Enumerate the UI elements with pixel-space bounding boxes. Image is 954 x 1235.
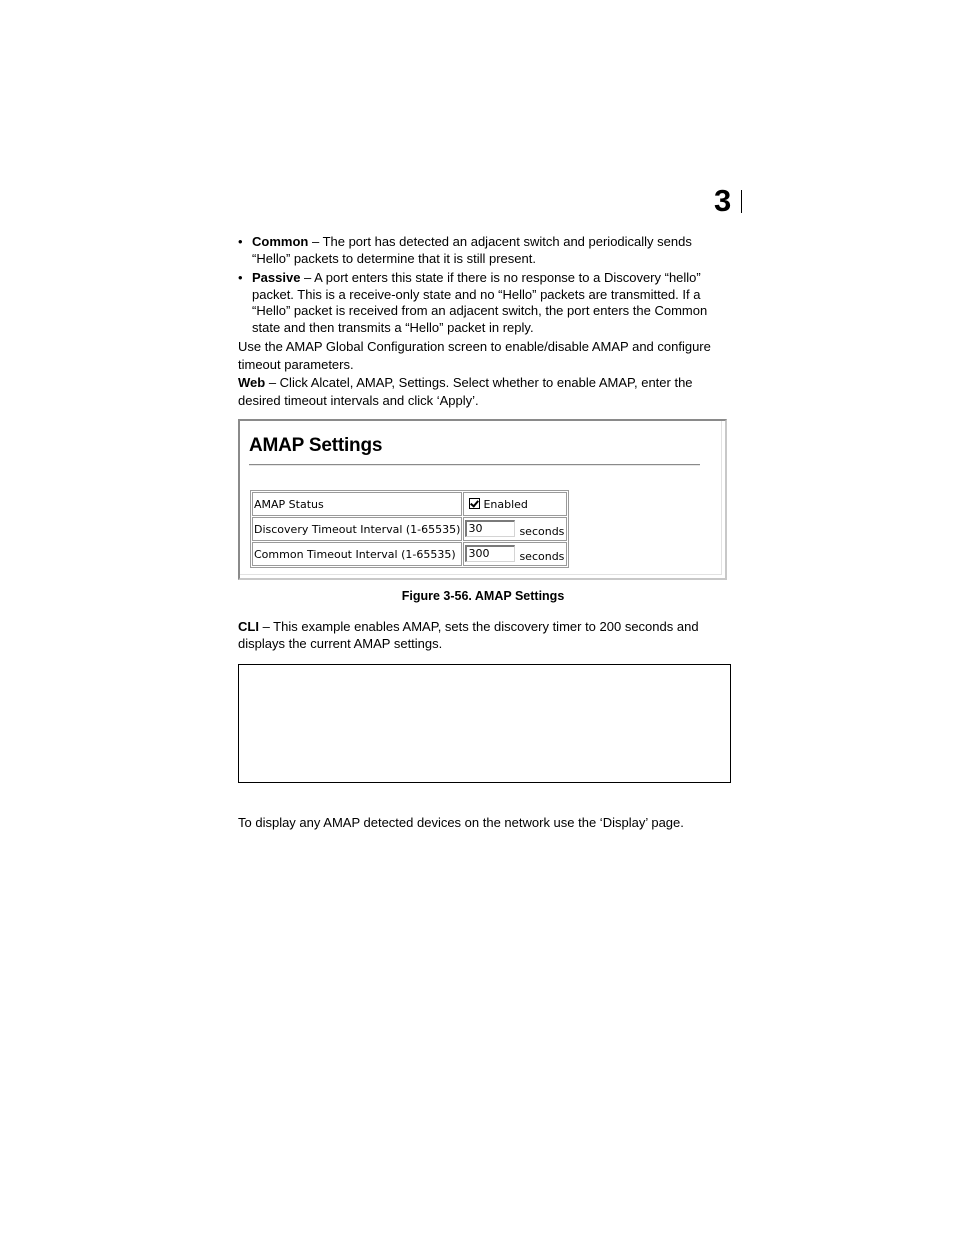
chapter-divider [741,190,742,213]
checkbox-label: Enabled [483,497,528,511]
title-divider [249,464,700,466]
cli-example-box [238,664,731,783]
amap-settings-screenshot [238,419,727,580]
amap-status-label: AMAP Status [252,492,462,516]
common-timeout-cell [463,542,567,566]
amap-status-cell [463,492,567,516]
web-label: Web [238,375,266,390]
table-row [252,517,567,541]
cli-label: CLI [238,619,259,634]
web-paragraph [238,374,738,410]
unit-label: seconds [519,550,565,564]
bullet-term: Passive [252,270,301,285]
bullet-icon: • [238,270,243,285]
common-timeout-input[interactable]: 300 [465,545,515,562]
chapter-number: 3 [714,183,732,218]
screen-title: AMAP Settings [249,435,383,456]
bullet-text: – A port enters this state if there is no response to a Discovery “hello” packet. This is a receive-only state and no “Hello” packets are transmitted. If a “Hello” packet is received from an adjacent switch, the port enters the Common state and then transmits a “Hello” packet in reply. [252,270,708,335]
settings-table [250,490,569,568]
table-row [252,492,567,516]
figure-caption: Figure 3-56. AMAP Settings [401,589,565,603]
table-row [252,542,567,566]
bullet-text: – The port has detected an adjacent switch and periodically sends “Hello” packets to determine that it is still present. [252,234,692,266]
cli-text: – This example enables AMAP, sets the discovery timer to 200 seconds and displays the current AMAP settings. [238,619,699,651]
bullet-item-common [238,234,728,267]
web-text: – Click Alcatel, AMAP, Settings. Select whether to enable AMAP, enter the desired timeout intervals and click ‘Apply’. [238,375,693,408]
footer-paragraph: To display any AMAP detected devices on the network use the ‘Display’ page. [238,815,684,830]
amap-enabled-checkbox[interactable] [469,498,480,509]
discovery-timeout-cell [463,517,567,541]
bullet-term: Common [252,234,309,249]
intro-paragraph: Use the AMAP Global Configuration screen to enable/disable AMAP and configure timeout parameters. [238,339,711,372]
common-timeout-label: Common Timeout Interval (1-65535) [252,542,462,566]
bullet-icon: • [238,234,243,249]
unit-label: seconds [519,525,565,539]
discovery-timeout-input[interactable]: 30 [465,520,515,537]
discovery-timeout-label: Discovery Timeout Interval (1-65535) [252,517,462,541]
cli-paragraph [238,619,738,652]
bullet-item-passive [238,270,728,336]
